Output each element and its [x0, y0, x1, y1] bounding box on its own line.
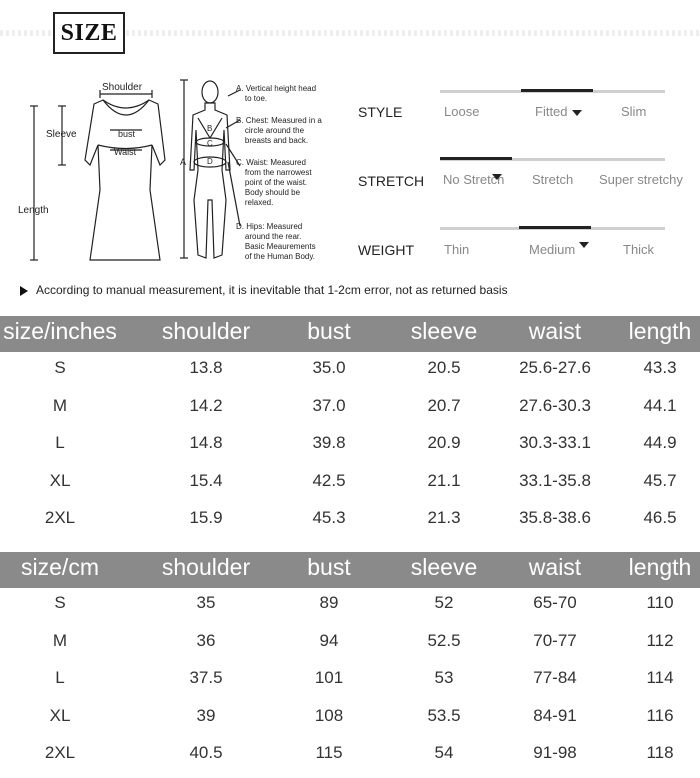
table-cell: 40.5	[189, 743, 223, 762]
table-header	[0, 552, 700, 588]
b-label: B	[207, 124, 213, 133]
table-cell: 114	[646, 668, 674, 687]
weight-scale-marker	[519, 226, 591, 229]
bust-label: bust	[118, 129, 136, 139]
table-cell: L	[55, 433, 65, 452]
column-header: sleeve	[410, 318, 478, 344]
table-header	[0, 316, 700, 352]
table-cell: 110	[646, 593, 674, 612]
table-cell: 35	[196, 593, 216, 612]
size-badge: SIZE	[53, 12, 125, 54]
table-cell: 118	[646, 743, 674, 762]
d-label: D	[207, 157, 213, 166]
shoulder-label: Shoulder	[102, 82, 143, 93]
table-cell: 15.9	[189, 508, 223, 527]
table-cell: 13.8	[189, 358, 223, 377]
sleeve-label: Sleeve	[46, 129, 77, 140]
table-cell: 25.6-27.6	[519, 358, 591, 377]
style-option-slim: Slim	[621, 104, 647, 119]
caret-down-icon	[572, 110, 582, 116]
stretch-option-no-stretch: No Stretch	[443, 172, 505, 187]
table-cell: M	[52, 395, 68, 415]
column-header: length	[628, 554, 692, 580]
style-scale-marker	[521, 89, 593, 92]
table-cell: 101	[314, 668, 344, 687]
table-cell: 39	[196, 705, 216, 725]
weight-option-thin: Thin	[444, 242, 470, 257]
table-cell: 84-91	[533, 705, 577, 725]
table-cell: 53.5	[427, 705, 461, 725]
table-cell: 108	[314, 705, 344, 725]
table-cell: 45.7	[643, 470, 677, 490]
table-cell: 70-77	[533, 630, 577, 650]
table-cell: 44.9	[643, 433, 677, 452]
column-header: waist	[528, 318, 582, 344]
note-c: C. Waist: Measured from the narrowest point of the waist. Body should be relaxed.	[236, 158, 312, 207]
table-cell: 37.0	[312, 395, 346, 415]
table-cell: 15.4	[189, 470, 223, 490]
table-cell: XL	[49, 705, 71, 725]
column-header: shoulder	[161, 318, 251, 344]
stretch-option-stretch: Stretch	[532, 172, 574, 187]
table-cell: 2XL	[44, 743, 76, 762]
c-label: C	[207, 139, 213, 148]
weight-option-medium: Medium	[529, 242, 589, 257]
table-cell: 44.1	[643, 395, 677, 415]
column-header: waist	[528, 554, 582, 580]
table-cell: 53	[434, 668, 454, 687]
table-cell: 77-84	[533, 668, 577, 687]
table-cell: 52	[434, 593, 454, 612]
weight-option-thick: Thick	[623, 242, 655, 257]
style-option-loose: Loose	[444, 104, 480, 119]
table-cell: L	[55, 668, 65, 687]
table-cell: 30.3-33.1	[519, 433, 591, 452]
disclaimer	[20, 283, 508, 297]
table-cell: 37.5	[189, 668, 223, 687]
caret-down-icon	[579, 242, 589, 248]
length-label: Length	[18, 205, 49, 216]
waist-label: Waist	[114, 147, 137, 157]
table-cell: 54	[434, 743, 454, 762]
column-header: length	[628, 318, 692, 344]
table-cell: 39.8	[312, 433, 346, 452]
style-option-fitted: Fitted	[535, 104, 582, 119]
table-cell: 36	[196, 630, 216, 650]
table-cell: 115	[315, 743, 343, 762]
table-cell: 21.3	[427, 508, 461, 527]
table-cell: 112	[646, 630, 674, 650]
table-cell: 116	[646, 705, 674, 725]
table-cell: 42.5	[312, 470, 346, 490]
table-cell: S	[54, 593, 66, 612]
dress-outline	[85, 100, 165, 260]
note-a: A. Vertical height head to toe.	[236, 84, 317, 103]
table-cell: M	[52, 630, 68, 650]
note-b: B. Chest: Measured in a circle around the breasts and back.	[236, 116, 322, 145]
stretch-name: STRETCH	[358, 173, 425, 189]
note-d: D. Hips: Measured around the rear. Basic Meaurements of the Human Body.	[236, 222, 316, 261]
table-cell: 33.1-35.8	[519, 470, 591, 490]
table-cell: 14.8	[189, 433, 223, 452]
column-header: bust	[307, 318, 351, 344]
style-name: STYLE	[358, 104, 403, 120]
table-cell: S	[54, 358, 66, 377]
table-cell: 14.2	[189, 395, 223, 415]
table-cell: 20.7	[427, 395, 461, 415]
table-cell: 21.1	[427, 470, 461, 490]
play-triangle-icon	[20, 286, 28, 296]
stretch-option-super-stretchy: Super stretchy	[599, 172, 683, 187]
stretch-scale-marker	[440, 157, 512, 160]
weight-scale	[440, 227, 665, 230]
table-cell: 35.8-38.6	[519, 508, 591, 527]
caret-down-icon	[492, 174, 502, 180]
column-header: sleeve	[410, 554, 478, 580]
style-scale	[440, 90, 665, 93]
a-label: A	[180, 157, 187, 167]
column-header: shoulder	[161, 554, 251, 580]
table-cell: 91-98	[533, 743, 577, 762]
table-cell: 46.5	[643, 508, 677, 527]
table-cell: XL	[49, 470, 71, 490]
table-cell: 27.6-30.3	[519, 395, 591, 415]
table-cell: 2XL	[44, 508, 76, 527]
table-cell: 20.5	[427, 358, 461, 377]
table-cell: 43.3	[643, 358, 677, 377]
weight-name: WEIGHT	[358, 242, 414, 258]
table-cell: 45.3	[312, 508, 346, 527]
column-header: size/cm	[21, 554, 99, 580]
table-cell: 94	[319, 630, 339, 650]
column-header: size/inches	[3, 318, 117, 344]
stretch-scale	[440, 158, 665, 161]
disclaimer-text: According to manual measurement, it is inevitable that 1-2cm error, not as returned basis	[36, 283, 508, 297]
table-cell: 20.9	[427, 433, 461, 452]
table-cell: 65-70	[533, 593, 577, 612]
table-cell: 52.5	[427, 630, 461, 650]
table-cell: 89	[319, 593, 339, 612]
column-header: bust	[307, 554, 351, 580]
table-cell: 35.0	[312, 358, 346, 377]
